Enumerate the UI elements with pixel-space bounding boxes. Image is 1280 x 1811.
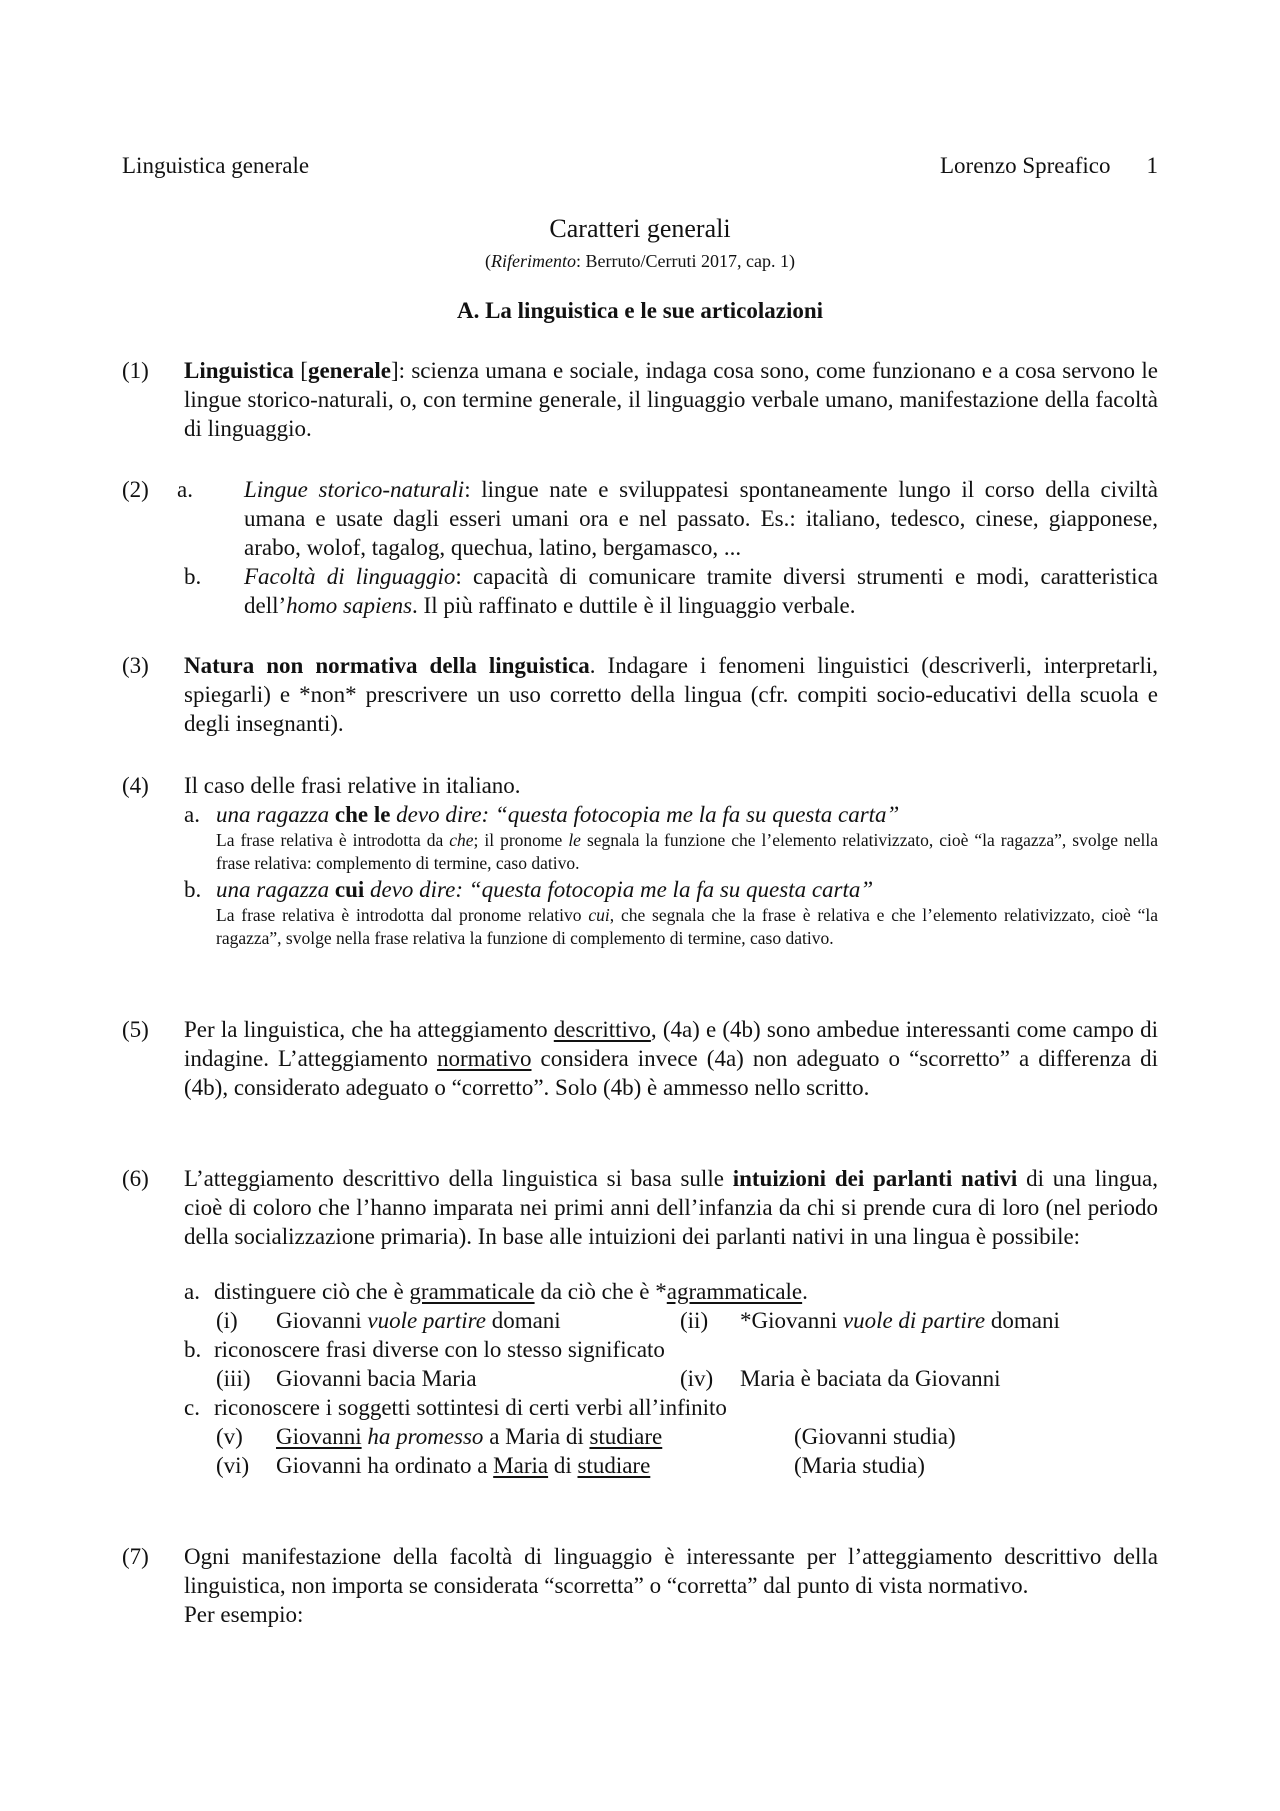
text: L’atteggiamento descrittivo della linguistica si basa sulle: [184, 1166, 733, 1191]
item-number: (5): [122, 1017, 149, 1042]
example-bold: cui: [329, 877, 365, 902]
note-text: La frase relativa è introdotta dal pronome relativo: [216, 905, 589, 925]
reference-text: : Berruto/Cerruti 2017, cap. 1): [576, 251, 795, 271]
section-title: A. La linguistica e le sue articolazioni: [456, 298, 824, 323]
example-vi: [276, 1451, 650, 1480]
reference-label: Riferimento: [491, 251, 577, 271]
gloss: (Maria studia): [794, 1453, 925, 1478]
italic: vuole partire: [367, 1308, 486, 1333]
example-iv: Maria è baciata da Giovanni: [740, 1366, 1001, 1391]
example-part: una ragazza: [216, 877, 330, 902]
example-row-vi: [184, 1451, 1158, 1480]
underlined: studiare: [577, 1453, 651, 1478]
paragraph: [184, 1164, 1158, 1251]
sub-label: a.: [184, 802, 200, 827]
text: considera invece (4a) non adeguato o “scorretto” a differenza di (4b), considerato adeguato o “corretto”. Solo (4b) è ammesso nello scritto.: [184, 1046, 1158, 1100]
item-body: [184, 1164, 1158, 1480]
term: Natura non normativa della linguistica: [184, 653, 590, 678]
item-number: (2): [122, 477, 149, 502]
term: Linguistica: [184, 358, 294, 383]
example-label: (iii): [216, 1366, 251, 1391]
example-bold: che le: [329, 802, 391, 827]
bold-term: intuizioni dei parlanti nativi: [732, 1166, 1018, 1191]
text: a Maria di: [483, 1424, 590, 1449]
underlined: Maria: [493, 1453, 549, 1478]
item-number: (4): [122, 773, 149, 798]
example-row-iii-iv: [184, 1364, 1158, 1393]
text: Giovanni ha ordinato a: [276, 1453, 494, 1478]
example-v: [276, 1422, 662, 1451]
bracket-open: [: [293, 358, 308, 383]
text: domani: [485, 1308, 561, 1333]
italic: ha promesso: [361, 1424, 484, 1449]
item-number: (7): [122, 1544, 149, 1569]
header-author: Lorenzo Spreafico: [939, 153, 1111, 178]
italic: vuole di partire: [842, 1308, 986, 1333]
bracket-close: ]: [390, 358, 399, 383]
example-label: (v): [216, 1424, 243, 1449]
sub-item-c: [184, 1393, 1158, 1422]
page-number: 1: [1146, 153, 1158, 178]
sub-item-b: [184, 875, 1158, 904]
definition: . Indagare i fenomeni linguistici (descriverli, interpretarli, spiegarli) e *non* prescrivere un uso corretto della lingua (cfr. compiti socio-educativi della scuola e degli insegnanti).: [184, 653, 1158, 736]
text: da ciò che è *: [534, 1279, 667, 1304]
example-iii: Giovanni bacia Maria: [276, 1366, 477, 1391]
note-a: [184, 829, 1158, 875]
term-generale: generale: [307, 358, 391, 383]
text: riconoscere frasi diverse con lo stesso significato: [214, 1337, 665, 1362]
underlined-term: descrittivo: [553, 1017, 651, 1042]
header-course: Linguistica generale: [122, 153, 310, 178]
note-text: , che segnala che la frase è relativa e che l’elemento relativizzato, cioè “la ragazza”, svolge nella frase relativa la funzione di complemento di termine, caso dativo.: [216, 905, 1158, 948]
underlined: studiare: [589, 1424, 663, 1449]
paragraph-end: Per esempio:: [184, 1602, 304, 1627]
example-part: una ragazza: [216, 802, 330, 827]
item-number: (1): [122, 358, 149, 383]
sub-label: a.: [184, 1279, 200, 1304]
reference-open: (: [485, 251, 492, 271]
example-label: (ii): [680, 1308, 709, 1333]
text: *Giovanni: [740, 1308, 843, 1333]
item-body: [177, 475, 1158, 620]
sub-item-a: [184, 1277, 1158, 1306]
example-part: devo dire: “questa fotocopia me la fa su questa carta”: [364, 877, 874, 902]
text: di: [548, 1453, 578, 1478]
text: distinguere ciò che è: [214, 1279, 410, 1304]
underlined-term: normativo: [436, 1046, 532, 1071]
item-body: [184, 1015, 1158, 1102]
page-title: Caratteri generali: [549, 214, 731, 243]
text: Giovanni: [276, 1308, 368, 1333]
example-row-v: [184, 1422, 1158, 1451]
sub-label: b.: [184, 1337, 202, 1362]
text: , (4a) e (4b) sono ambedue interessanti come campo di indagine. L’atteggiamento: [184, 1017, 1158, 1071]
note-italic: che: [449, 830, 474, 850]
sub-label: a.: [177, 477, 193, 502]
example-label: (iv): [680, 1366, 714, 1391]
note-text: segnala la funzione che l’elemento relativizzato, cioè “la ragazza”, svolge nella frase relativa: complemento di termine, caso dativo.: [216, 830, 1158, 873]
term: Facoltà di linguaggio: [244, 564, 456, 589]
term: Lingue storico-naturali: [244, 477, 465, 502]
intro: Il caso delle frasi relative in italiano.: [184, 773, 521, 798]
text: riconoscere i soggetti sottintesi di certi verbi all’infinito: [214, 1395, 727, 1420]
definition-end: . Il più raffinato e duttile è il linguaggio verbale.: [412, 593, 856, 618]
example-label: (vi): [216, 1453, 250, 1478]
example-row-i-ii: [184, 1306, 1158, 1335]
item-number: (6): [122, 1166, 149, 1191]
note-italic: cui: [588, 905, 610, 925]
item-body: [184, 771, 1158, 950]
definition: : capacità di comunicare tramite diversi strumenti e modi, caratteristica dell’: [244, 564, 1158, 618]
sub-label: c.: [184, 1395, 200, 1420]
reference-line: [0, 251, 1280, 272]
note-text: ; il pronome: [473, 830, 569, 850]
sub-label: b.: [184, 564, 202, 589]
example-label: (i): [216, 1308, 238, 1333]
example-ii: [740, 1306, 1060, 1335]
definition: : scienza umana e sociale, indaga cosa sono, come funzionano e a cosa servono le lingue storico-naturali, o, con termine generale, il linguaggio verbale umano, manifestazione della facoltà di linguaggio.: [184, 358, 1158, 441]
note-text: La frase relativa è introdotta da: [216, 830, 450, 850]
text: domani: [985, 1308, 1060, 1333]
item-number: (3): [122, 653, 149, 678]
example-i: [276, 1306, 561, 1335]
definition: : lingue nate e sviluppatesi spontaneamente lungo il corso della civiltà umana e usate dagli esseri umani ora e nel passato. Es.: italiano, tedesco, cinese, giapponese, arabo, wolof, tagalog, quechua, latino, bergamasco, ...: [244, 477, 1158, 560]
text: .: [802, 1279, 808, 1304]
sub-item-a: [184, 800, 1158, 829]
sub-item-b: [184, 1335, 1158, 1364]
sub-item-b: [184, 562, 1158, 620]
underlined-term: grammaticale: [409, 1279, 535, 1304]
header-right: [940, 153, 1158, 179]
underlined-term: agrammaticale: [666, 1279, 803, 1304]
sub-item-a: [177, 475, 1158, 562]
item-body: [184, 651, 1158, 738]
item-body: [184, 1542, 1158, 1629]
example-part: devo dire: “questa fotocopia me la fa su questa carta”: [390, 802, 900, 827]
note-b: [184, 904, 1158, 950]
text: Per la linguistica, che ha atteggiamento: [184, 1017, 554, 1042]
spacer: [184, 1251, 1158, 1277]
underlined: Giovanni: [276, 1424, 362, 1449]
paragraph: Ogni manifestazione della facoltà di linguaggio è interessante per l’atteggiamento descrittivo della linguistica, non importa se considerata “scorretta” o “corretta” dal punto di vista normativo.: [184, 1544, 1158, 1598]
note-italic: le: [568, 830, 581, 850]
text: di una lingua, cioè di coloro che l’hanno imparata nei primi anni dell’infanzia da chi si prende cura di loro (nel periodo della socializzazione primaria). In base alle intuizioni dei parlanti nativi in una lingua è possibile:: [184, 1166, 1158, 1249]
gloss: (Giovanni studia): [794, 1424, 956, 1449]
sub-label: b.: [184, 877, 202, 902]
italic-term: homo sapiens: [286, 593, 413, 618]
item-body: [184, 356, 1158, 443]
